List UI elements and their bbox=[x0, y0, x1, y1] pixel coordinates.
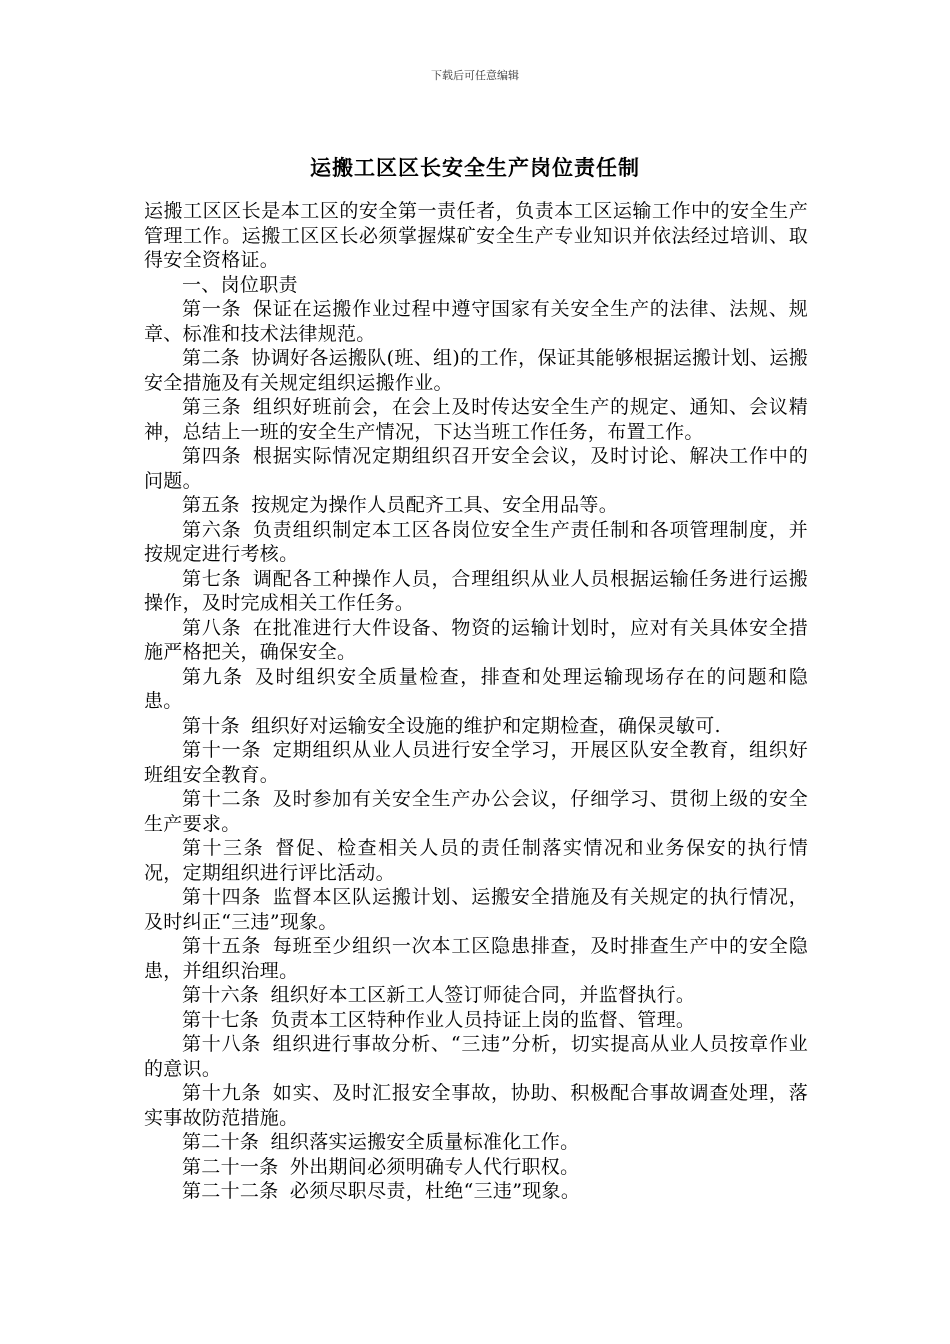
article-paragraph bbox=[144, 1155, 808, 1180]
header-note: 下载后可任意编辑 bbox=[431, 69, 519, 82]
document-title: 运搬工区区长安全生产岗位责任制 bbox=[310, 156, 640, 180]
article-paragraph bbox=[144, 493, 808, 518]
article-paragraph bbox=[144, 616, 808, 665]
article-number: 第十三条 bbox=[182, 837, 265, 859]
article-number: 第八条 bbox=[182, 616, 242, 639]
section-heading: 一、岗位职责 bbox=[182, 273, 298, 296]
article-number: 第十八条 bbox=[182, 1033, 262, 1055]
article-paragraph bbox=[144, 1008, 808, 1033]
article-number: 第四条 bbox=[182, 445, 242, 467]
article-number: 第一条 bbox=[182, 298, 242, 320]
article-paragraph bbox=[144, 1130, 808, 1155]
article-text: 组织进行事故分析、“三违”分析，切实提高从业人员按章作业的意识。 bbox=[144, 1033, 809, 1080]
article-number: 第十六条 bbox=[182, 984, 260, 1006]
article-paragraph bbox=[144, 567, 808, 616]
article-text: 及时组织安全质量检查，排查和处理运输现场存在的问题和隐患。 bbox=[144, 665, 808, 712]
article-text: 组织好本工区新工人签订师徒合同，并监督执行。 bbox=[270, 984, 696, 1006]
article-text: 外出期间必须明确专人代行职权。 bbox=[289, 1155, 580, 1178]
article-number: 第二十一条 bbox=[182, 1155, 279, 1178]
article-paragraph bbox=[144, 885, 808, 934]
article-paragraph bbox=[144, 738, 808, 787]
article-text: 按规定为操作人员配齐工具、安全用品等。 bbox=[251, 494, 618, 516]
article-paragraph bbox=[144, 297, 808, 346]
article-text: 根据实际情况定期组织召开安全会议，及时讨论、解决工作中的问题。 bbox=[144, 445, 808, 492]
article-paragraph bbox=[144, 1032, 808, 1081]
article-text: 督促、检查相关人员的责任制落实情况和业务保安的执行情况，定期组织进行评比活动。 bbox=[144, 837, 809, 884]
article-text: 负责组织制定本工区各岗位安全生产责任制和各项管理制度，并按规定进行考核。 bbox=[144, 518, 808, 565]
article-text: 保证在运搬作业过程中遵守国家有关安全生产的法律、法规、规章、标准和技术法律规范。 bbox=[144, 298, 808, 345]
article-paragraph bbox=[144, 714, 808, 739]
article-text: 组织好班前会，在会上及时传达安全生产的规定、通知、会议精神，总结上一班的安全生产情况，下达当班工作任务，布置工作。 bbox=[144, 396, 808, 443]
article-text: 调配各工种操作人员，合理组织从业人员根据运输任务进行运搬操作，及时完成相关工作任务。 bbox=[144, 567, 808, 614]
article-number: 第六条 bbox=[182, 518, 242, 541]
article-text: 定期组织从业人员进行安全学习，开展区队安全教育，组织好班组安全教育。 bbox=[144, 739, 808, 786]
article-number: 第十七条 bbox=[182, 1008, 260, 1031]
article-paragraph bbox=[144, 395, 808, 444]
article-text: 及时参加有关安全生产办公会议，仔细学习、贯彻上级的安全生产要求。 bbox=[144, 788, 808, 835]
article-paragraph bbox=[144, 444, 808, 493]
article-text: 在批准进行大件设备、物资的运输计划时，应对有关具体安全措施严格把关，确保安全。 bbox=[144, 616, 808, 663]
article-number: 第十四条 bbox=[182, 886, 262, 908]
article-paragraph bbox=[144, 665, 808, 714]
article-text: 必须尽职尽责，杜绝“三违”现象。 bbox=[289, 1180, 581, 1202]
article-number: 第二条 bbox=[182, 347, 240, 369]
article-text: 组织好对运输安全设施的维护和定期检查，确保灵敏可. bbox=[251, 714, 721, 737]
article-paragraph bbox=[144, 836, 808, 885]
article-number: 第七条 bbox=[182, 567, 242, 590]
document-body bbox=[144, 199, 808, 1204]
article-paragraph bbox=[144, 1081, 808, 1130]
article-number: 第十二条 bbox=[182, 788, 262, 810]
article-paragraph bbox=[144, 983, 808, 1008]
article-paragraph bbox=[144, 934, 808, 983]
article-paragraph bbox=[144, 518, 808, 567]
article-text: 组织落实运搬安全质量标准化工作。 bbox=[270, 1131, 580, 1153]
article-text: 如实、及时汇报安全事故，协助、积极配合事故调查处理，落实事故防范措施。 bbox=[144, 1082, 808, 1129]
article-text: 负责本工区特种作业人员持证上岗的监督、管理。 bbox=[270, 1008, 696, 1031]
article-paragraph bbox=[144, 1179, 808, 1204]
article-text: 监督本区队运搬计划、运搬安全措施及有关规定的执行情况，及时纠正“三违”现象。 bbox=[144, 886, 808, 933]
article-text: 每班至少组织一次本工区隐患排查，及时排查生产中的安全隐患，并组织治理。 bbox=[144, 935, 808, 982]
articles-list bbox=[144, 297, 808, 1204]
article-paragraph bbox=[144, 787, 808, 836]
article-number: 第十一条 bbox=[182, 739, 262, 761]
article-text: 协调好各运搬队(班、组)的工作，保证其能够根据运搬计划、运搬安全措施及有关规定组织运搬作业。 bbox=[144, 347, 808, 394]
article-paragraph bbox=[144, 346, 808, 395]
article-number: 第十五条 bbox=[182, 935, 262, 957]
article-number: 第三条 bbox=[182, 396, 242, 418]
article-number: 第二十条 bbox=[182, 1131, 260, 1153]
article-number: 第九条 bbox=[182, 665, 244, 688]
intro-paragraph: 运搬工区区长是本工区的安全第一责任者，负责本工区运输工作中的安全生产管理工作。运搬工区区长必须掌握煤矿安全生产专业知识并依法经过培训、取得安全资格证。 bbox=[144, 200, 808, 271]
article-number: 第五条 bbox=[182, 494, 240, 516]
article-number: 第二十二条 bbox=[182, 1180, 279, 1202]
article-number: 第十条 bbox=[182, 714, 240, 737]
article-number: 第十九条 bbox=[182, 1082, 262, 1104]
